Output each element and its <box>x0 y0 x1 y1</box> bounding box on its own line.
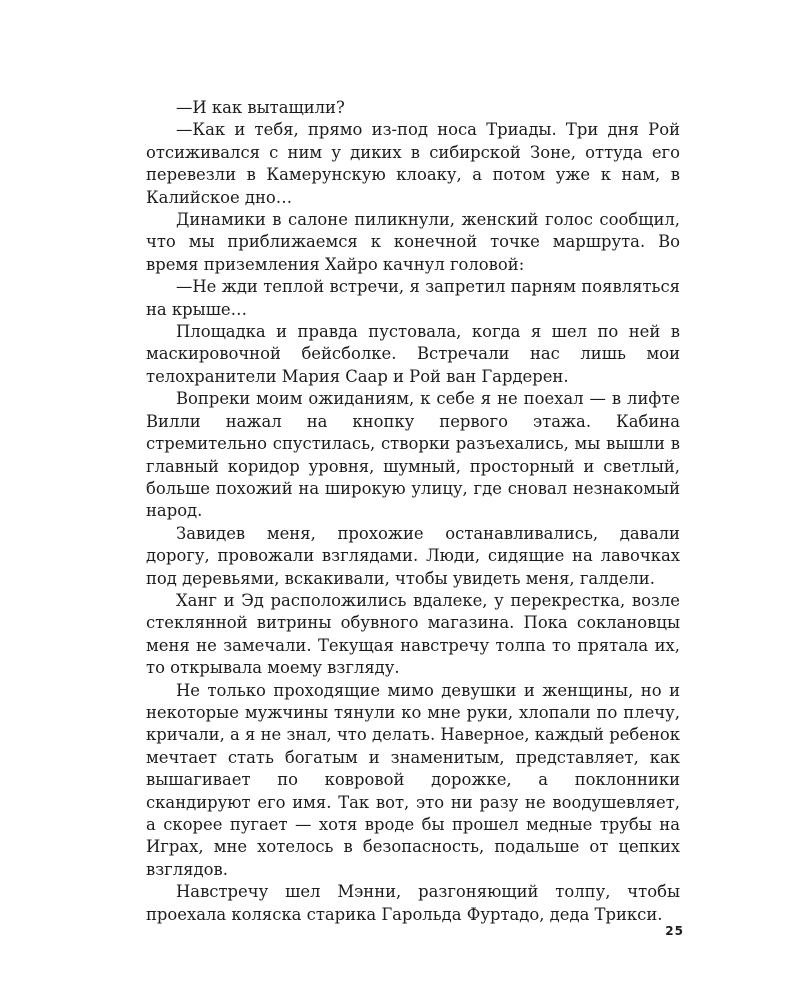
paragraph-7: Завидев меня, прохожие останавливались, давали дорогу, провожали взглядами. Люди, сидящие на лавочках под деревьями, вскакивали, чтобы увидеть меня, галдели. <box>146 523 680 588</box>
paragraph-10: Навстречу шел Мэнни, разгоняющий толпу, чтобы проехала коляска старика Гарольда Фуртадо, деда Трикси. <box>146 882 680 924</box>
paragraph-2: —Как и тебя, прямо из-под носа Триады. Три дня Рой отсиживался с ним у диких в сибирской Зоне, оттуда его перевезли в Камерунскую клоаку, а потом уже к нам, в Калийское дно… <box>146 120 680 207</box>
paragraph-6: Вопреки моим ожиданиям, к себе я не поехал — в лифте Вилли нажал на кнопку первого этажа. Кабина стремительно спустилась, створки разъехались, мы вышли в главный коридор уровня, шумный, просторный и светлый, больше похожий на широкую улицу, где сновал незнакомый народ. <box>146 389 680 521</box>
paragraph-5: Площадка и правда пустовала, когда я шел по ней в маскировочной бейсболке. Встречали нас лишь мои телохранители Мария Саар и Рой ван Гардерен. <box>146 322 680 386</box>
body-text <box>146 97 680 926</box>
paragraph-4: —Не жди теплой встречи, я запретил парням появляться на крыше… <box>146 277 680 319</box>
paragraph-9: Не только проходящие мимо девушки и женщины, но и некоторые мужчины тянули ко мне руки, хлопали по плечу, кричали, а я не знал, что делать. Наверное, каждый ребенок мечтает стать богатым и знаменитым, представляет, как вышагивает по ковровой дорожке, а поклонники скандируют его имя. Так вот, это ни разу не воодушевляет, а скорее пугает — хотя вроде бы прошел медные трубы на Играх, мне хотелось в безопасность, подальше от цепких взглядов. <box>146 680 680 879</box>
paragraph-8: Ханг и Эд расположились вдалеке, у перекрестка, возле стеклянной витрины обувного магазина. Пока соклановцы меня не замечали. Текущая навстречу толпа то прятала их, то открывала моему взгляду. <box>146 590 680 678</box>
paragraph-3: Динамики в салоне пиликнули, женский голос сообщил, что мы приближаемся к конечной точке маршрута. Во время приземления Хайро качнул головой: <box>146 210 680 274</box>
page-number: 25 <box>665 924 684 938</box>
paragraph-1: —И как вытащили? <box>176 98 345 117</box>
